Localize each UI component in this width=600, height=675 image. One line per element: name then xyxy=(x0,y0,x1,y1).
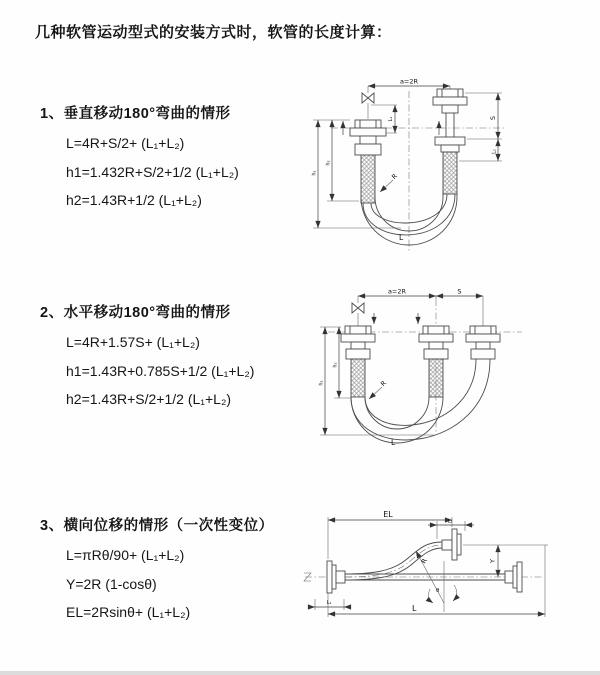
movement-arrows xyxy=(374,313,418,324)
dim-label-h2: h₂ xyxy=(332,362,339,368)
dim-label-span: a=2R xyxy=(387,287,407,296)
right-fitting xyxy=(433,89,467,194)
right-fitting xyxy=(466,326,500,359)
dim-label-radius: R xyxy=(379,379,389,389)
diagram-horizontal-180-bend xyxy=(312,283,547,458)
dim-label-l2: L₂ xyxy=(447,518,453,525)
el-dimension xyxy=(328,510,452,559)
diagram-lateral-displacement xyxy=(300,495,595,645)
braided-hose-end xyxy=(443,152,457,194)
section-heading: 2、水平移动180°弯曲的情形 xyxy=(40,305,231,321)
dim-label-radius: R xyxy=(419,557,429,565)
dim-label-length: L xyxy=(412,604,417,613)
dim-label-radius: R xyxy=(390,172,400,182)
dim-label-l1: L₁ xyxy=(326,600,332,606)
braided-hose-end xyxy=(351,359,365,397)
left-fitting xyxy=(341,326,375,397)
dim-label-el: EL xyxy=(383,510,393,519)
top-span-dimension xyxy=(358,288,483,327)
diagram-vertical-180-bend xyxy=(305,73,515,255)
middle-fitting xyxy=(419,326,453,397)
dim-label-l2: L₂ xyxy=(491,149,498,154)
section-lateral-displacement xyxy=(40,516,274,627)
formula-line: h1=1.43R+0.785S+1/2 (L₁+L₂) xyxy=(66,362,255,379)
dim-label-length: L xyxy=(391,438,396,447)
left-fitting xyxy=(350,120,386,203)
formula-line: EL=2Rsinθ+ (L₁+L₂) xyxy=(66,604,191,620)
center-lines xyxy=(331,91,505,251)
formula-line: L=4R+1.57S+ (L₁+L₂) xyxy=(66,334,200,350)
braided-hose-end xyxy=(361,155,375,203)
dim-label-angle: θ xyxy=(436,588,440,594)
section-horizontal-movement xyxy=(40,303,254,414)
hose-loop xyxy=(351,359,490,443)
dim-label-h2: h₂ xyxy=(325,160,332,166)
formula-list xyxy=(66,328,254,414)
left-flange xyxy=(327,561,345,593)
formula-line: L=4R+S/2+ (L₁+L₂) xyxy=(66,135,185,151)
formula-line: h2=1.43R+S/2+1/2 (L₁+L₂) xyxy=(66,391,232,407)
radius-callout xyxy=(369,379,388,399)
l1-dimension xyxy=(308,599,351,610)
dim-label-span: a=2R xyxy=(399,77,419,86)
valve-icon xyxy=(362,93,374,103)
braided-hose-end xyxy=(429,359,443,397)
valve-icon xyxy=(352,303,364,313)
page-title: 几种软管运动型式的安装方式时，软管的长度计算： xyxy=(35,24,392,41)
lower-right-flange xyxy=(505,562,522,592)
formula-line: h1=1.432R+S/2+1/2 (L₁+L₂) xyxy=(66,163,239,180)
upper-right-flange xyxy=(442,529,461,560)
section-vertical-movement xyxy=(40,104,239,215)
dim-label-y: Y xyxy=(488,559,497,563)
dim-label-h1: h₁ xyxy=(311,170,318,176)
dim-label-l1: L₁ xyxy=(388,116,394,122)
angle-construction xyxy=(416,551,457,612)
radius-callout xyxy=(380,172,399,192)
dim-label-s: S xyxy=(457,287,462,296)
length-dimension xyxy=(328,593,545,617)
dim-label-s: S xyxy=(489,115,497,121)
dim-label-length: L xyxy=(399,233,404,242)
formula-line: h2=1.43R+1/2 (L₁+L₂) xyxy=(66,192,202,208)
section-heading: 1、垂直移动180°弯曲的情形 xyxy=(40,106,231,122)
dim-label-h1: h₁ xyxy=(318,380,325,386)
formula-line: L=πRθ/90+ (L₁+L₂) xyxy=(66,547,185,563)
formula-list xyxy=(66,129,239,215)
page-bottom-edge xyxy=(0,671,600,675)
section-heading: 3、横向位移的情形（一次性变位） xyxy=(40,518,274,534)
formula-line: Y=2R (1-cosθ) xyxy=(66,575,157,592)
height-dimensions xyxy=(319,327,435,435)
l2-dimension xyxy=(428,519,474,540)
formula-list xyxy=(66,541,274,627)
